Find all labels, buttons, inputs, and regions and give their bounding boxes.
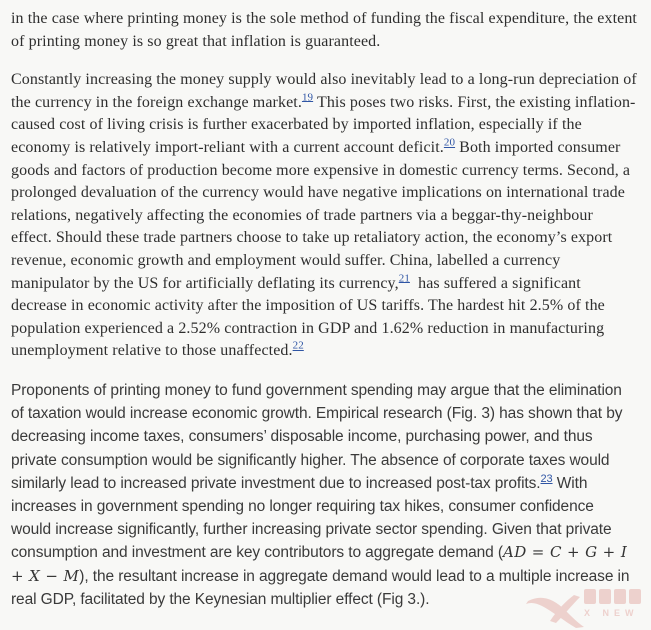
footnote-ref-22[interactable]: 22 <box>292 339 304 352</box>
text-run: ), the resultant increase in aggregate demand would lead to a multiple increase in real GDP, facilitated by the Keynesian multiplier effect (Fig 3.). <box>11 567 630 608</box>
footnote-ref-20[interactable]: 20 <box>443 136 456 149</box>
text-run: Both imported consumer goods and factors of production become more expensive in domestic currency terms. Second, a prolonged devaluation of the currency would have negative implications on international trade relations, negatively affecting the economies of trade partners via a beggar-thy-neighbour effect. Should these trade partners choose to take up retaliatory action, the economy’s export revenue, economic growth and employment would suffer. China, labelled a currency manipulator by the US for artificially deflating its currency, <box>11 138 631 292</box>
text-run: has suffered a significant decrease in economic activity after the imposition of US tariffs. The hardest hit 2.5% of the population experienced a 2.52% contraction in GDP and 1.62% reduction in manufacturing unemployment relative to those unaffected. <box>11 274 605 360</box>
paragraph-2 <box>11 69 637 363</box>
text-run: This poses two risks. First, the existing inflation-caused cost of living crisis is further exacerbated by imported inflation, especially if the economy is relatively import-reliant with a current account deficit. <box>11 93 636 156</box>
text-run: Constantly increasing the money supply would also inevitably lead to a long-run depreciation of the currency in the foreign exchange market. <box>11 71 637 111</box>
footnote-ref-23[interactable]: 23 <box>540 472 553 485</box>
watermark-latin-label: X NEW <box>584 608 639 618</box>
paragraph-3 <box>11 379 637 611</box>
text-run: With increases in government spending no longer requiring tax hikes, consumer confidence would increase significantly, further increasing private sector spending. Given that private consumption and investment are key contributors to aggregate demand ( <box>11 474 612 562</box>
text-run: Proponents of printing money to fund government spending may argue that the elimination of taxation would increase economic growth. Empirical research (Fig. 3) has shown that by decreasing income taxes, consumers’ disposable income, purchasing power, and thus private consumption would be significantly higher. The absence of corporate taxes would similarly lead to increased private investment due to increased post-tax profits. <box>11 381 623 492</box>
footnote-ref-21[interactable]: 21 <box>398 272 410 285</box>
footnote-ref-19[interactable]: 19 <box>301 91 314 104</box>
text-run: in the case where printing money is the sole method of funding the fiscal expenditure, the extent of printing money is so great that inflation is guaranteed. <box>11 10 637 50</box>
paragraph-1 <box>11 8 637 53</box>
inline-formula: AD = C + G + I + X − M <box>11 543 628 585</box>
